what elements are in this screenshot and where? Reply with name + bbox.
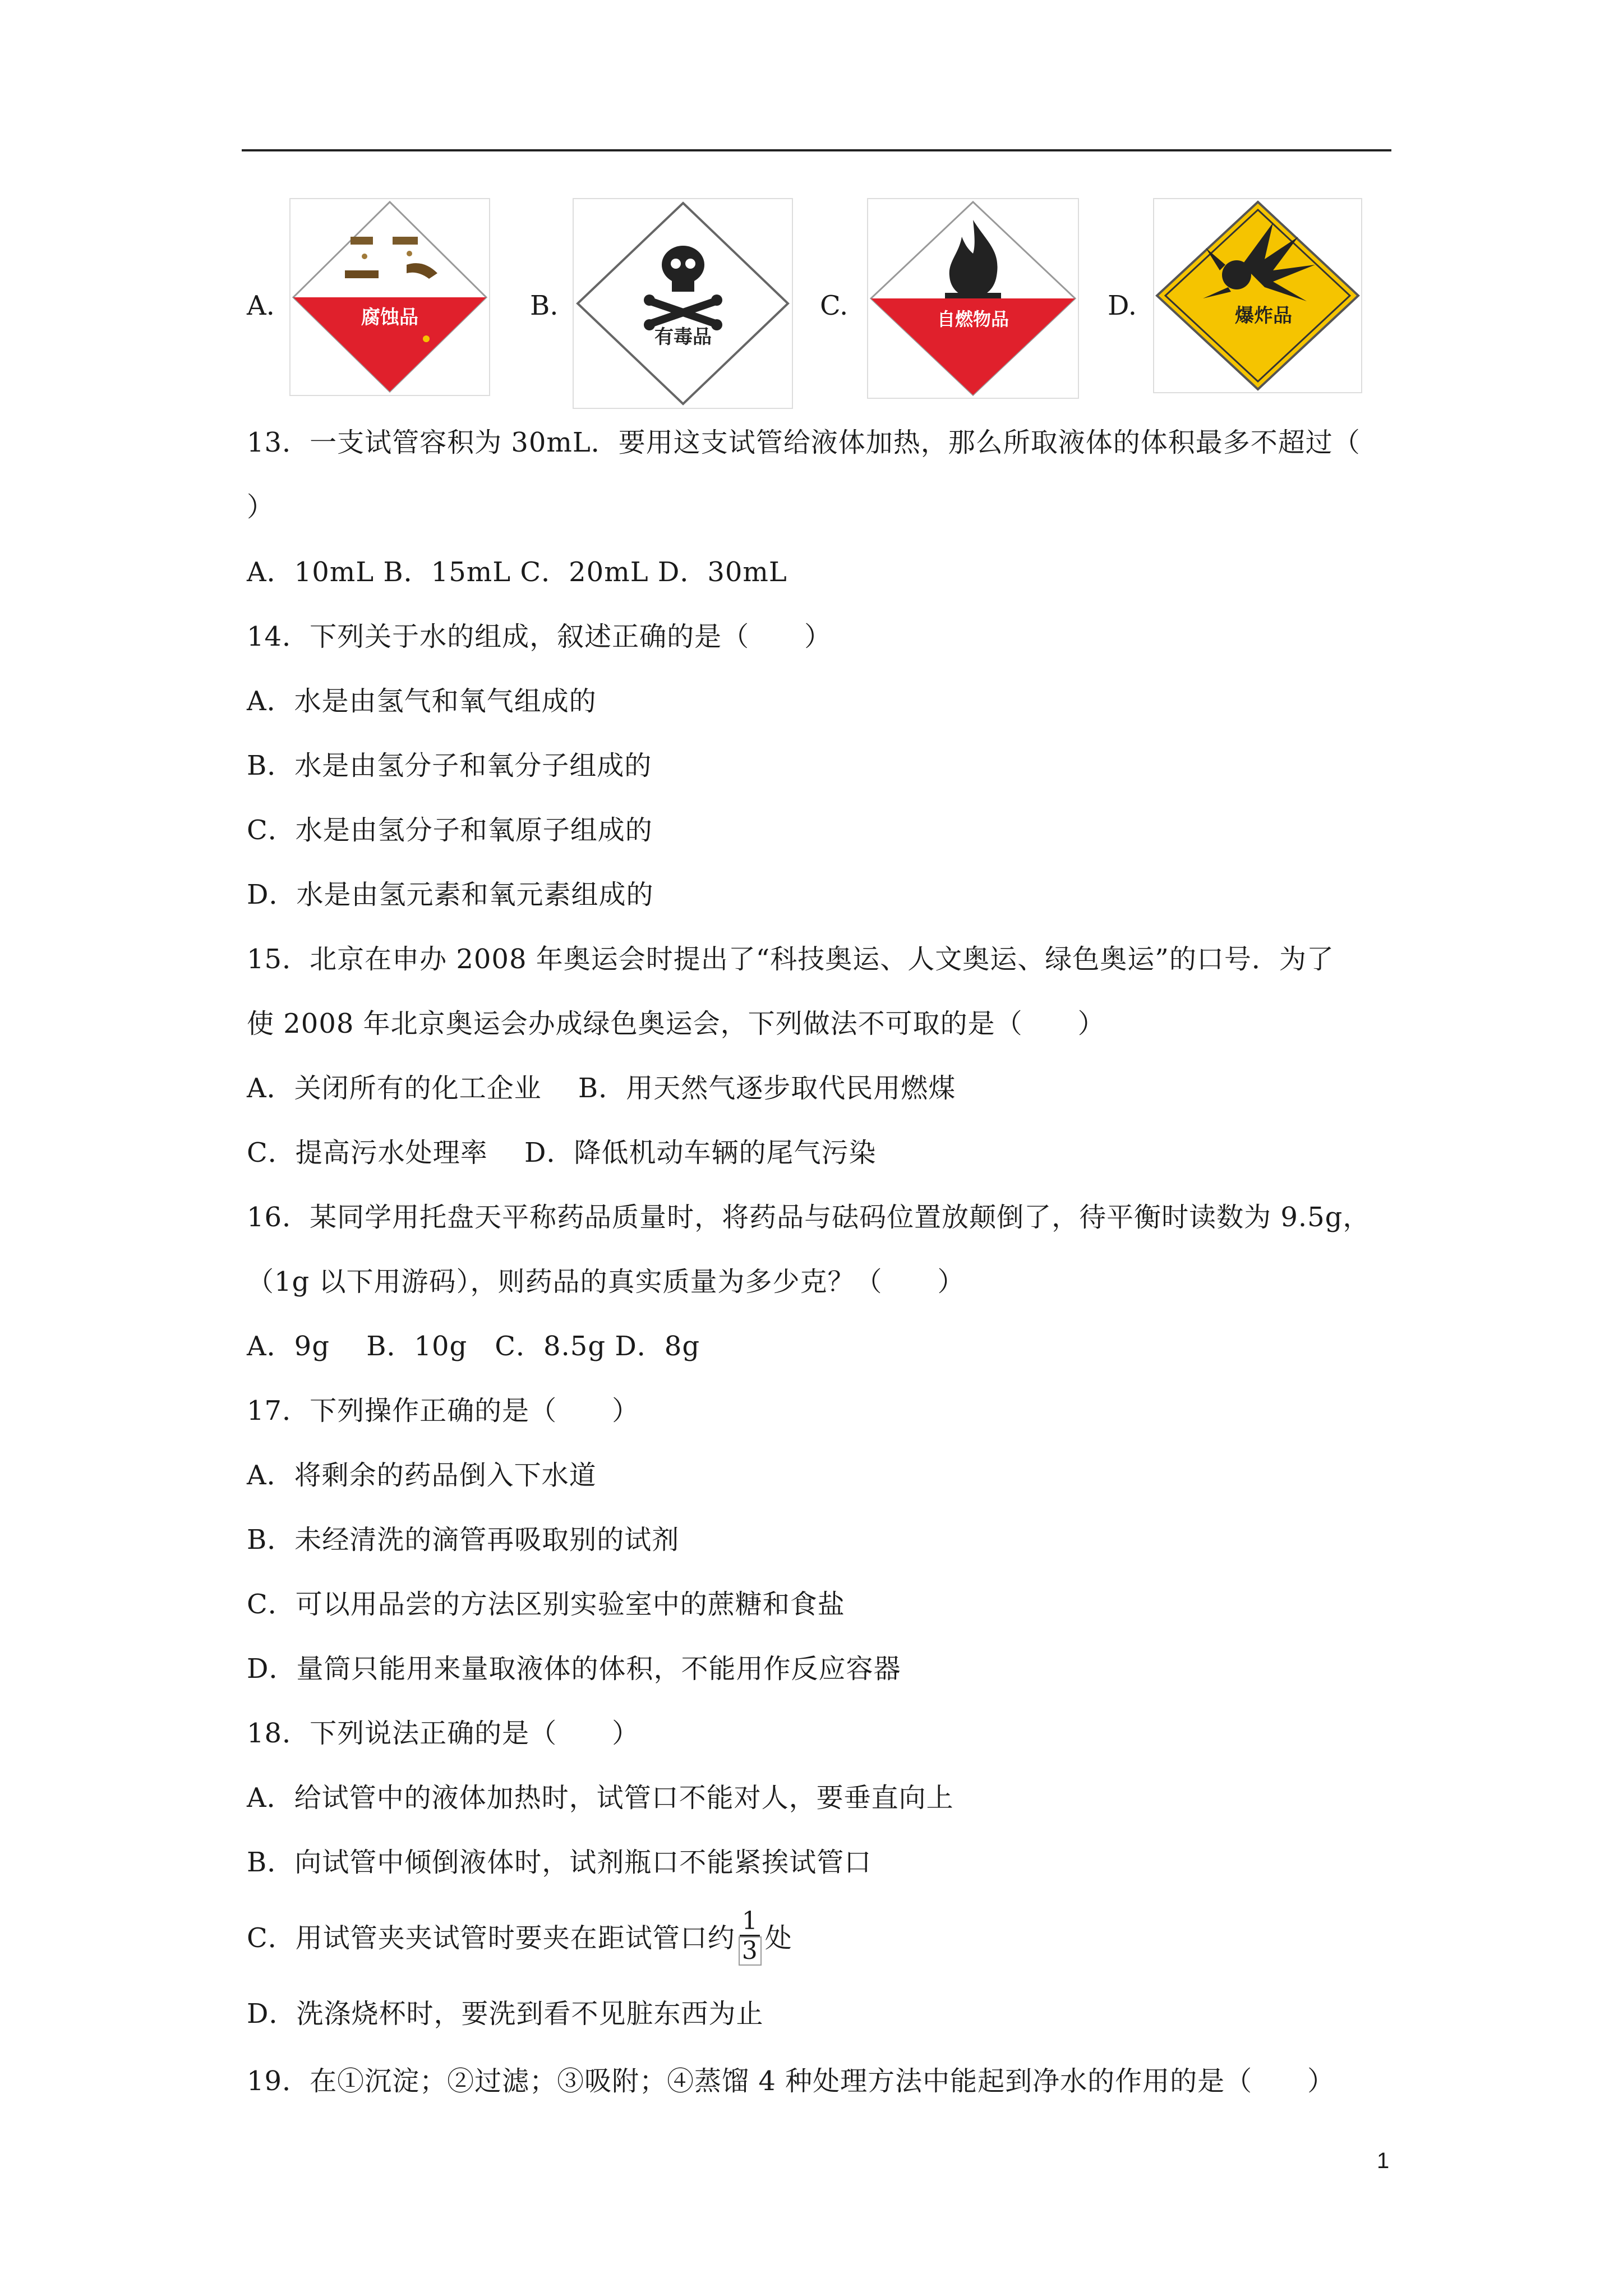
q18-stem: 18．下列说法正确的是（ ） <box>247 1718 640 1749</box>
q16-stem-cont: （1g 以下用游码），则药品的真实质量为多少克？（ ） <box>247 1266 965 1297</box>
q15-stem: 15．北京在申办 2008 年奥运会时提出了“科技奥运、人文奥运、绿色奥运”的口号．为了 <box>247 944 1334 975</box>
header-rule <box>242 149 1391 151</box>
q18-option-b: B．向试管中倾倒液体时，试剂瓶口不能紧挨试管口 <box>247 1847 872 1878</box>
q13-options: A．10mL B．15mL C．20mL D．30mL <box>247 556 787 588</box>
q17-option-d: D．量筒只能用来量取液体的体积，不能用作反应容器 <box>247 1653 901 1685</box>
corrosive-sign-text: 腐蚀品 <box>361 306 418 329</box>
toxic-sign-text: 有毒品 <box>654 326 712 348</box>
q17-option-b: B．未经清洗的滴管再吸取别的试剂 <box>247 1524 680 1556</box>
q16-stem: 16．某同学用托盘天平称药品质量时，将药品与砝码位置放颠倒了，待平衡时读数为 9.5g， <box>247 1202 1371 1233</box>
toxic-sign <box>572 197 794 409</box>
q14-stem: 14．下列关于水的组成，叙述正确的是（ ） <box>247 621 832 652</box>
fraction-one-third: $\frac{1}{3}$ <box>739 1908 762 1966</box>
option-a-label: A. <box>247 290 275 321</box>
explosive-sign <box>1152 197 1363 394</box>
q19-stem: 19．在①沉淀；②过滤；③吸附；④蒸馏 4 种处理方法中能起到净水的作用的是（ ） <box>247 2065 1335 2097</box>
option-d-label: D. <box>1108 290 1137 321</box>
q15-stem-cont: 使 2008 年北京奥运会办成绿色奥运会，下列做法不可取的是（ ） <box>247 1008 1105 1039</box>
option-c-label: C. <box>820 290 849 321</box>
q16-options: A．9g B．10g C．8.5g D．8g <box>247 1331 700 1362</box>
flammable-sign <box>866 197 1080 399</box>
q18-option-a: A．给试管中的液体加热时，试管口不能对人，要垂直向上 <box>247 1782 954 1814</box>
explosive-sign-text: 爆炸品 <box>1235 305 1292 327</box>
q15-options-cd: C．提高污水处理率 D．降低机动车辆的尾气污染 <box>247 1137 877 1168</box>
q14-option-d: D．水是由氢元素和氧元素组成的 <box>247 879 654 910</box>
q14-option-b: B．水是由氢分子和氧分子组成的 <box>247 750 652 781</box>
q17-option-c: C．可以用品尝的方法区别实验室中的蔗糖和食盐 <box>247 1589 845 1620</box>
q18-option-d: D．洗涤烧杯时，要洗到看不见脏东西为止 <box>247 1998 764 2030</box>
q17-stem: 17．下列操作正确的是（ ） <box>247 1395 640 1427</box>
q14-option-a: A．水是由氢气和氧气组成的 <box>247 685 597 717</box>
option-b-label: B. <box>530 290 559 321</box>
q13-stem: 13．一支试管容积为 30mL．要用这支试管给液体加热，那么所取液体的体积最多不超过（ <box>247 427 1361 458</box>
corrosive-sign <box>289 197 491 397</box>
page-number: 1 <box>1377 2148 1390 2173</box>
q13-stem-end: ） <box>247 491 275 523</box>
q17-option-a: A．将剩余的药品倒入下水道 <box>247 1460 597 1491</box>
q14-option-c: C．水是由氢分子和氧原子组成的 <box>247 815 653 846</box>
q15-options-ab: A．关闭所有的化工企业 B．用天然气逐步取代民用燃煤 <box>247 1073 956 1104</box>
flammable-sign-text: 自燃物品 <box>937 309 1009 330</box>
q18-option-c: C．用试管夹夹试管时要夹在距试管口约 $\frac{1}{3}$ 处 <box>247 1907 792 1965</box>
